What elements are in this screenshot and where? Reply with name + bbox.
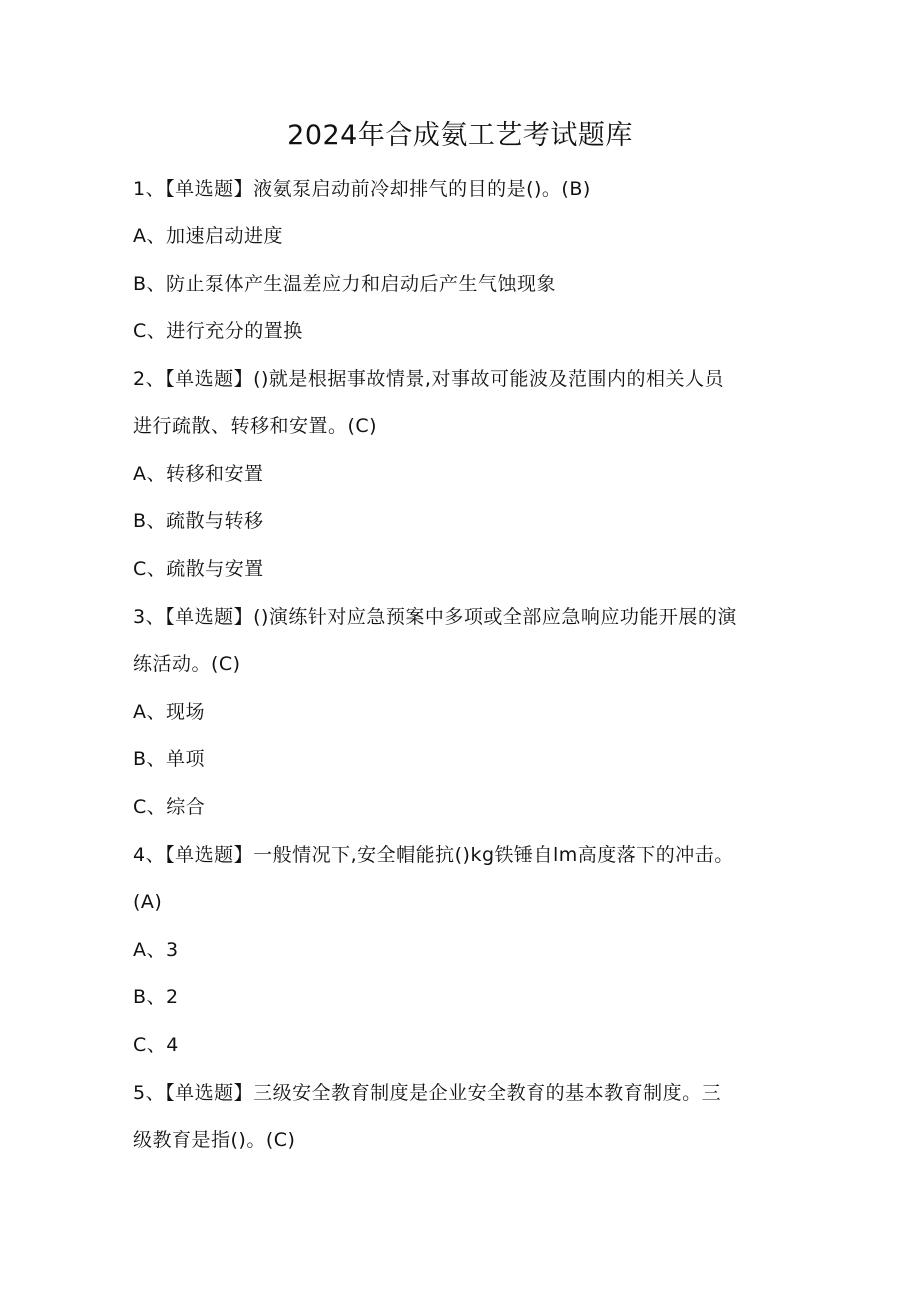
question-3-option-a: A、现场 [133,701,205,723]
question-4-answer: (A) [133,891,163,913]
question-2-option-c: C、疏散与安置 [133,558,264,580]
question-2-stem: 2、【单选题】()就是根据事故情景,对事故可能波及范围内的相关人员 [133,368,724,390]
question-5-stem: 5、【单选题】三级安全教育制度是企业安全教育的基本教育制度。三 [133,1082,722,1104]
question-3-stem: 3、【单选题】()演练针对应急预案中多项或全部应急响应功能开展的演 [133,606,737,628]
question-2-option-b: B、疏散与转移 [133,510,264,532]
question-2-option-a: A、转移和安置 [133,463,264,485]
question-1-option-c: C、进行充分的置换 [133,320,303,342]
question-2-stem-continued: 进行疏散、转移和安置。(C) [133,415,378,437]
question-4-stem: 4、【单选题】一般情况下,安全帽能抗()kg铁锤自lm高度落下的冲击。 [133,844,734,866]
page-title: 2024年合成氨工艺考试题库 [287,120,633,151]
question-4-option-a: A、3 [133,939,179,961]
question-3-option-c: C、综合 [133,796,206,818]
question-3-stem-continued: 练活动。(C) [133,653,241,675]
question-4-option-c: C、4 [133,1034,179,1056]
question-5-stem-continued: 级教育是指()。(C) [133,1129,296,1151]
question-4-option-b: B、2 [133,986,179,1008]
question-1-option-b: B、防止泵体产生温差应力和启动后产生气蚀现象 [133,273,557,295]
question-1-stem: 1、【单选题】液氨泵启动前冷却排气的目的是()。(B) [133,178,591,200]
question-1-option-a: A、加速启动进度 [133,225,283,247]
question-3-option-b: B、单项 [133,748,206,770]
